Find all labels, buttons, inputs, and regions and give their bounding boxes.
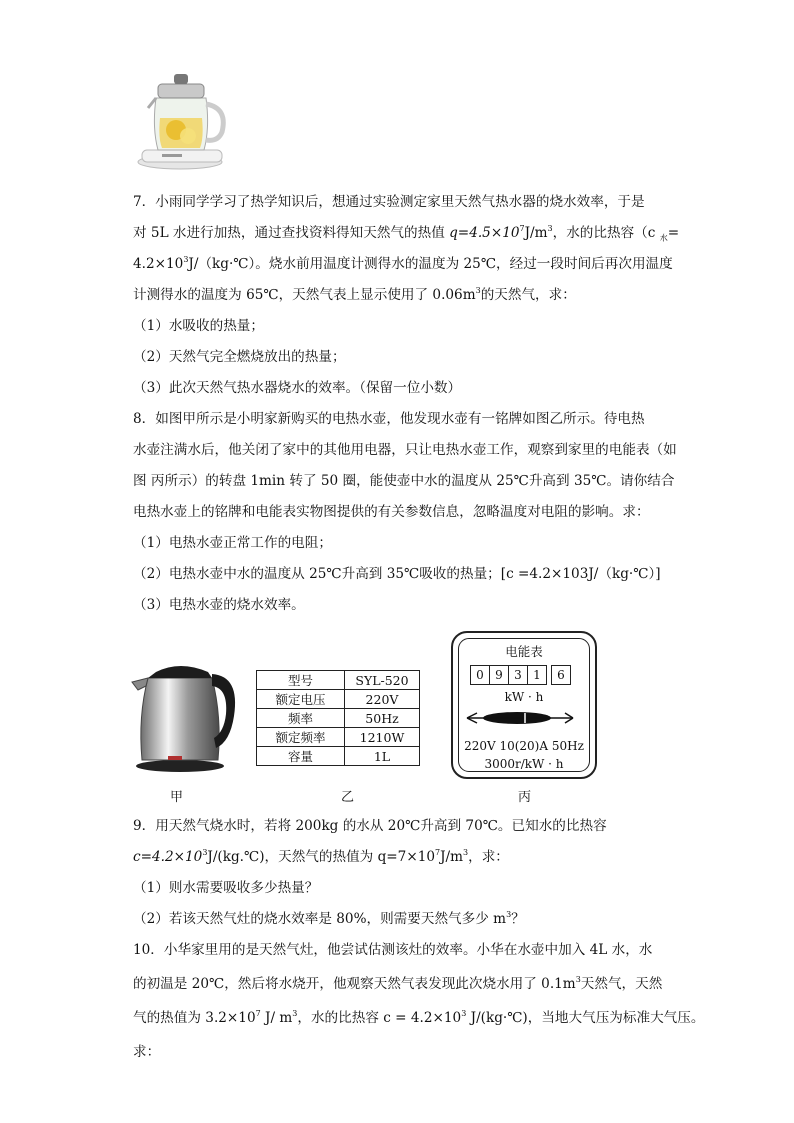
meter-digit: 1 bbox=[527, 665, 547, 685]
meter-disk-icon bbox=[465, 707, 583, 729]
q8-line-4: 电热水壶上的铭牌和电能表实物图提供的有关参数信息，忽略温度对电阻的影响。求： bbox=[133, 504, 650, 520]
q8-line-2: 水壶注满水后，他关闭了家中的其他用电器，只让电热水壶工作，观察到家里的电能表（如 bbox=[133, 442, 677, 458]
q8-line-1: 8．如图甲所示是小明家新购买的电热水壶，他发现水壶有一铭牌如图乙所示。待电热 bbox=[133, 411, 645, 427]
q8-line-3: 图 丙所示）的转盘 1min 转了 50 圈，能使壶中水的温度从 25℃升高到 35℃。请你结合 bbox=[133, 473, 675, 489]
caption-jia: 甲 bbox=[170, 790, 184, 805]
meter-digit: 6 bbox=[551, 665, 571, 685]
nameplate-value: 1L bbox=[345, 747, 420, 766]
caption-yi: 乙 bbox=[341, 790, 355, 805]
q8-sub-2: （2）电热水壶中水的温度从 25℃升高到 35℃吸收的热量；[c =4.2×103J/（kg·℃）] bbox=[133, 566, 661, 582]
nameplate-row bbox=[257, 671, 420, 690]
nameplate-value: 50Hz bbox=[345, 709, 420, 728]
nameplate-value: SYL-520 bbox=[345, 671, 420, 690]
meter-digit: 3 bbox=[508, 665, 528, 685]
meter-spec-1: 220V 10(20)A 50Hz bbox=[464, 739, 584, 753]
nameplate-value: 220V bbox=[345, 690, 420, 709]
meter-digits bbox=[471, 665, 571, 685]
electric-meter bbox=[451, 631, 597, 779]
q8-sub-1: （1）电热水壶正常工作的电阻； bbox=[133, 535, 332, 551]
nameplate-value: 1210W bbox=[345, 728, 420, 747]
q7-line-2: 对 5L 水进行加热，通过查找资料得知天然气的热值 $q=4.5\times 10^7J/m^3$，水的比热容（c $_水$= bbox=[133, 224, 680, 243]
q8-sub-3: （3）电热水壶的烧水效率。 bbox=[133, 597, 305, 613]
nameplate-key: 额定频率 bbox=[257, 728, 345, 747]
nameplate-row bbox=[257, 728, 420, 747]
q10-line-1: 10．小华家里用的是天然气灶，他尝试估测该灶的效率。小华在水壶中加入 4L 水，水 bbox=[133, 942, 653, 958]
nameplate-row bbox=[257, 690, 420, 709]
q9-sub-1: （1）则水需要吸收多少热量？ bbox=[133, 880, 319, 896]
q7-line-3: $4.2\times 10^3J/(kg\cdot℃)$。烧水前用温度计测得水的温度为 25℃，经过一段时间后再次用温度 bbox=[133, 255, 673, 272]
nameplate-key: 频率 bbox=[257, 709, 345, 728]
q7-line-1: 7．小雨同学学习了热学知识后，想通过实验测定家里天然气热水器的烧水效率，于是 bbox=[133, 194, 645, 210]
meter-title: 电能表 bbox=[505, 644, 543, 659]
nameplate-table bbox=[256, 670, 420, 766]
q7-sub-3: （3）此次天然气热水器烧水的效率。（保留一位小数） bbox=[133, 380, 462, 396]
q7-sub-2: （2）天然气完全燃烧放出的热量； bbox=[133, 349, 346, 365]
q9-line-1: 9．用天然气烧水时，若将 200kg 的水从 20℃升高到 70℃。已知水的比热容 bbox=[133, 818, 607, 834]
q9-sub-2: （2）若该天然气灶的烧水效率是 80%，则需要天然气多少 $m^3$？ bbox=[133, 910, 525, 927]
tea-kettle-image bbox=[136, 68, 232, 172]
caption-bing: 丙 bbox=[518, 790, 532, 805]
meter-unit: kW · h bbox=[504, 690, 544, 704]
q7-line-4: 计测得水的温度为 65℃，天然气表上显示使用了 $0.06m^3$的天然气，求： bbox=[133, 286, 576, 303]
nameplate-key: 型号 bbox=[257, 671, 345, 690]
nameplate-key: 额定电压 bbox=[257, 690, 345, 709]
q10-line-3: 气的热值为 $3.2\times 10^7$ J/ $m^3$，水的比热容 $c = 4.2\times 10^3$ J/(kg·℃)，当地大气压为标准大气压。 bbox=[133, 1009, 705, 1026]
q9-line-2: $c=4.2\times 10^3J/(kg.℃)$，天然气的热值为 $q=7\times 10^7J/m^3$，求： bbox=[133, 848, 509, 865]
meter-spec-2: 3000r/kW · h bbox=[484, 757, 564, 771]
electric-kettle-image bbox=[128, 656, 240, 776]
meter-digit: 9 bbox=[489, 665, 509, 685]
nameplate-row bbox=[257, 709, 420, 728]
q7-sub-1: （1）水吸收的热量； bbox=[133, 318, 264, 334]
meter-digit: 0 bbox=[470, 665, 490, 685]
q10-line-2: 的初温是 20℃，然后将水烧开，他观察天然气表发现此次烧水用了 $0.1m^3$天然气，天然 bbox=[133, 975, 663, 992]
nameplate-row bbox=[257, 747, 420, 766]
q10-line-4: 求： bbox=[133, 1044, 161, 1060]
nameplate-key: 容量 bbox=[257, 747, 345, 766]
